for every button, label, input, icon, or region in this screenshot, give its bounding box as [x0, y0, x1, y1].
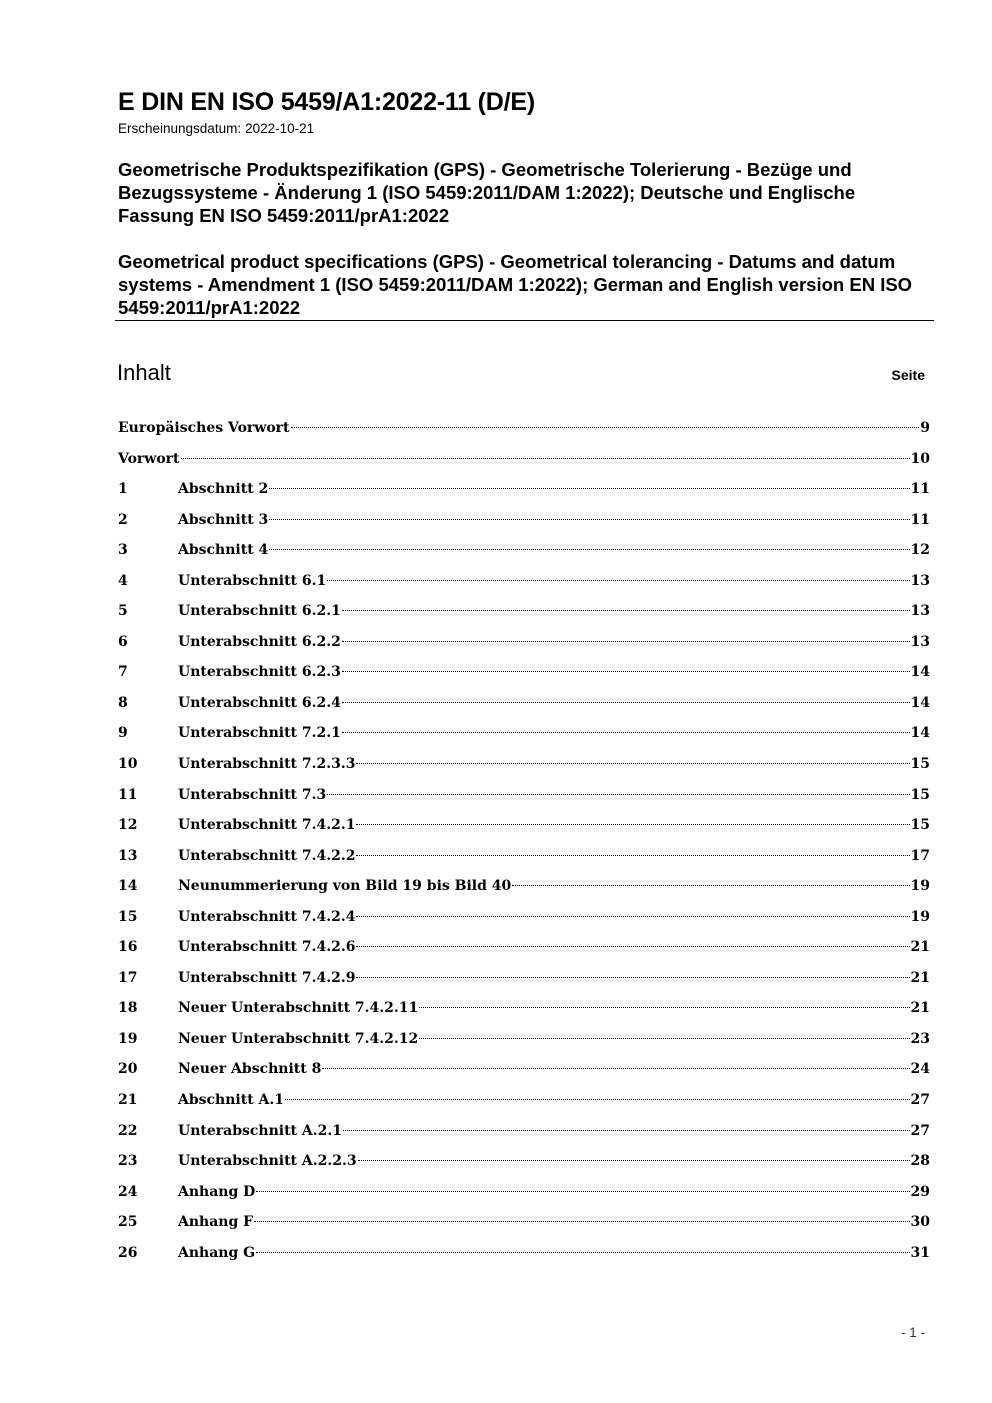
toc-dot-leader [254, 1221, 909, 1222]
toc-entry-number: 17 [118, 969, 138, 986]
toc-entry-number: 20 [118, 1061, 138, 1078]
toc-dot-leader [342, 671, 910, 672]
toc-dot-leader [322, 1068, 909, 1069]
toc-entry[interactable] [118, 1177, 930, 1208]
toc-entry-number: 21 [118, 1092, 138, 1109]
toc-heading: Inhalt [117, 360, 171, 385]
toc-entry-number: 2 [118, 511, 128, 528]
toc-entry-number: 14 [118, 878, 138, 895]
toc-dot-leader [356, 824, 909, 825]
toc-entry-title: Anhang G [178, 1244, 256, 1261]
toc-entry-page: 30 [910, 1214, 930, 1231]
toc-entry-title: Unterabschnitt 7.4.2.2 [178, 847, 356, 864]
toc-entry-line [178, 566, 930, 596]
toc-entry-page: 27 [910, 1122, 930, 1139]
toc-entry[interactable] [118, 688, 930, 719]
toc-entry[interactable] [118, 535, 930, 566]
toc-entry-number: 7 [118, 664, 128, 681]
toc-entry-page: 9 [920, 420, 930, 436]
toc-entry-number: 25 [118, 1214, 138, 1231]
toc-entry-number: 4 [118, 572, 128, 589]
toc-entry-line [178, 657, 930, 687]
toc-entry-line [178, 902, 930, 932]
toc-entry-page: 12 [910, 542, 930, 559]
toc-entry[interactable] [118, 444, 930, 475]
toc-entry-number: 24 [118, 1183, 138, 1200]
toc-dot-leader [327, 794, 909, 795]
toc-entry[interactable] [118, 841, 930, 872]
toc-entry-title: Neuer Abschnitt 8 [178, 1061, 322, 1078]
toc-entry-title: Europäisches Vorwort [118, 420, 290, 436]
toc-dot-leader [256, 1191, 909, 1192]
toc-entry-number: 5 [118, 603, 128, 620]
toc-entry-page: 13 [910, 572, 930, 589]
toc-entry-line [178, 963, 930, 993]
toc-entry-page: 10 [910, 450, 930, 467]
toc-entry-line [118, 444, 930, 474]
toc-entry-page: 14 [910, 664, 930, 681]
toc-entry[interactable] [118, 780, 930, 811]
toc-entry-title: Vorwort [118, 450, 180, 467]
toc-entry[interactable] [118, 1146, 930, 1177]
toc-entry-title: Neuer Unterabschnitt 7.4.2.11 [178, 1000, 419, 1017]
toc-entry-number: 18 [118, 1000, 138, 1017]
toc-entry-title: Unterabschnitt 7.4.2.9 [178, 969, 356, 986]
toc-dot-leader [343, 1130, 910, 1131]
toc-dot-leader [269, 519, 909, 520]
toc-entry-line [178, 1116, 930, 1146]
toc-entry-page: 15 [910, 817, 930, 834]
toc-entry-line [178, 780, 930, 810]
toc-entry-title: Anhang D [178, 1183, 256, 1200]
toc-entry[interactable] [118, 810, 930, 841]
toc-dot-leader [256, 1252, 909, 1253]
toc-entry-title: Unterabschnitt 7.3 [178, 786, 327, 803]
toc-entry-line [178, 1207, 930, 1237]
toc-entry-number: 6 [118, 633, 128, 650]
toc-entry-line [118, 413, 930, 443]
toc-dot-leader [291, 427, 920, 428]
toc-entry-page: 14 [910, 725, 930, 742]
toc-entry-line [178, 718, 930, 748]
toc-entry-page: 24 [910, 1061, 930, 1078]
toc-entry-line [178, 1024, 930, 1054]
toc-dot-leader [269, 549, 909, 550]
toc-entry[interactable] [118, 718, 930, 749]
toc-entry-title: Abschnitt 2 [178, 481, 269, 498]
publication-date [118, 121, 314, 136]
toc-entry-title: Neunummerierung von Bild 19 bis Bild 40 [178, 878, 512, 895]
toc-entry-number: 3 [118, 542, 128, 559]
toc-entry-line [178, 871, 930, 901]
toc-entry-line [178, 1085, 930, 1115]
toc-entry-line [178, 627, 930, 657]
toc-entry[interactable] [118, 1238, 930, 1269]
toc-entry[interactable] [118, 505, 930, 536]
toc-entry-page: 17 [910, 847, 930, 864]
toc-entry-line [178, 688, 930, 718]
toc-entry-line [178, 932, 930, 962]
toc-entry-page: 19 [910, 908, 930, 925]
toc-entry-line [178, 474, 930, 504]
publication-date-label: Erscheinungsdatum: [118, 121, 242, 136]
toc-entry-page: 11 [910, 481, 930, 498]
header-divider [115, 320, 934, 321]
toc-entry-title: Unterabschnitt 7.4.2.6 [178, 939, 356, 956]
toc-entry-line [178, 841, 930, 871]
toc-entry-title: Unterabschnitt A.2.2.3 [178, 1153, 357, 1170]
toc-entry-title: Unterabschnitt A.2.1 [178, 1122, 342, 1139]
toc-entry-number: 22 [118, 1122, 138, 1139]
toc-entry-title: Unterabschnitt 7.2.3.3 [178, 756, 356, 773]
toc-entry-number: 26 [118, 1244, 138, 1261]
toc-entry[interactable] [118, 932, 930, 963]
toc-entry-title: Unterabschnitt 6.1 [178, 572, 327, 589]
toc-entry-number: 15 [118, 908, 138, 925]
publication-date-value: 2022-10-21 [245, 121, 315, 136]
toc-entry[interactable] [118, 1054, 930, 1085]
toc-entry[interactable] [118, 627, 930, 658]
toc-entry-title: Unterabschnitt 6.2.4 [178, 694, 341, 711]
toc-entry-page: 27 [910, 1092, 930, 1109]
document-id: E DIN EN ISO 5459/A1:2022-11 (D/E) [118, 88, 535, 116]
toc-entry-line [178, 505, 930, 535]
toc-entry-number: 11 [118, 786, 138, 803]
toc-entry-page: 13 [910, 603, 930, 620]
toc-entry-line [178, 810, 930, 840]
table-of-contents [118, 413, 930, 1268]
page-column-label: Seite [891, 367, 925, 383]
toc-entry-number: 23 [118, 1153, 138, 1170]
toc-dot-leader [327, 580, 909, 581]
toc-entry-page: 14 [910, 694, 930, 711]
toc-entry-line [178, 1054, 930, 1084]
toc-entry-number: 8 [118, 694, 128, 711]
toc-dot-leader [419, 1038, 909, 1039]
toc-dot-leader [419, 1007, 909, 1008]
toc-entry[interactable] [118, 566, 930, 597]
toc-entry[interactable] [118, 1024, 930, 1055]
toc-entry[interactable] [118, 1207, 930, 1238]
toc-entry-number: 13 [118, 847, 138, 864]
toc-entry-page: 21 [910, 969, 930, 986]
toc-dot-leader [269, 488, 909, 489]
toc-entry-title: Abschnitt 4 [178, 542, 269, 559]
toc-entry[interactable] [118, 413, 930, 444]
toc-entry-title: Unterabschnitt 6.2.1 [178, 603, 341, 620]
toc-entry-number: 12 [118, 817, 138, 834]
toc-dot-leader [342, 610, 910, 611]
toc-entry-number: 1 [118, 481, 128, 498]
toc-entry-title: Unterabschnitt 7.2.1 [178, 725, 341, 742]
toc-entry-line [178, 749, 930, 779]
german-title: Geometrische Produktspezifikation (GPS) - Geometrische Tolerierung - Bezüge und Bezugssysteme - Änderung 1 (ISO 5459:2011/DAM 1:2022); Deutsche und Englische Fassung EN ISO 5459:2011/prA1:2022 [118, 159, 856, 226]
page-number: - 1 - [901, 1325, 926, 1340]
toc-entry-title: Abschnitt 3 [178, 511, 269, 528]
toc-dot-leader [356, 855, 909, 856]
toc-entry-title: Unterabschnitt 6.2.3 [178, 664, 341, 681]
toc-entry-page: 13 [910, 633, 930, 650]
english-title: Geometrical product specifications (GPS) - Geometrical tolerancing - Datums and datum systems - Amendment 1 (ISO 5459:2011/DAM 1:2022); German and English version EN ISO 5459:2011/prA1:2022 [118, 251, 913, 318]
toc-entry[interactable] [118, 1116, 930, 1147]
toc-entry[interactable] [118, 993, 930, 1024]
toc-entry-page: 15 [910, 756, 930, 773]
toc-dot-leader [356, 763, 909, 764]
toc-entry-number: 19 [118, 1030, 138, 1047]
toc-entry-line [178, 596, 930, 626]
toc-entry-number: 16 [118, 939, 138, 956]
toc-entry[interactable] [118, 749, 930, 780]
toc-entry-title: Unterabschnitt 7.4.2.1 [178, 817, 356, 834]
toc-dot-leader [181, 458, 910, 459]
toc-entry-page: 23 [910, 1030, 930, 1047]
toc-entry[interactable] [118, 871, 930, 902]
toc-entry-title: Abschnitt A.1 [178, 1092, 285, 1109]
toc-entry-line [178, 535, 930, 565]
toc-entry-line [178, 1177, 930, 1207]
toc-entry-page: 31 [910, 1244, 930, 1261]
toc-entry[interactable] [118, 657, 930, 688]
toc-entry-page: 29 [910, 1183, 930, 1200]
toc-entry-page: 11 [910, 511, 930, 528]
toc-entry-page: 19 [910, 878, 930, 895]
toc-dot-leader [342, 641, 910, 642]
toc-entry[interactable] [118, 963, 930, 994]
toc-dot-leader [356, 916, 909, 917]
toc-dot-leader [358, 1160, 910, 1161]
toc-entry-number: 9 [118, 725, 128, 742]
toc-dot-leader [342, 702, 910, 703]
toc-entry-title: Unterabschnitt 6.2.2 [178, 633, 341, 650]
toc-entry-page: 21 [910, 939, 930, 956]
toc-entry-number: 10 [118, 756, 138, 773]
toc-dot-leader [356, 977, 909, 978]
toc-dot-leader [356, 946, 909, 947]
toc-entry-line [178, 993, 930, 1023]
toc-entry[interactable] [118, 596, 930, 627]
toc-dot-leader [285, 1099, 909, 1100]
toc-entry[interactable] [118, 474, 930, 505]
toc-entry[interactable] [118, 1085, 930, 1116]
toc-entry[interactable] [118, 902, 930, 933]
toc-entry-page: 21 [910, 1000, 930, 1017]
toc-entry-page: 28 [910, 1153, 930, 1170]
toc-entry-page: 15 [910, 786, 930, 803]
toc-entry-title: Unterabschnitt 7.4.2.4 [178, 908, 356, 925]
toc-dot-leader [342, 732, 910, 733]
toc-entry-line [178, 1238, 930, 1268]
toc-entry-line [178, 1146, 930, 1176]
toc-entry-title: Anhang F [178, 1214, 254, 1231]
toc-dot-leader [512, 885, 909, 886]
toc-entry-title: Neuer Unterabschnitt 7.4.2.12 [178, 1030, 419, 1047]
